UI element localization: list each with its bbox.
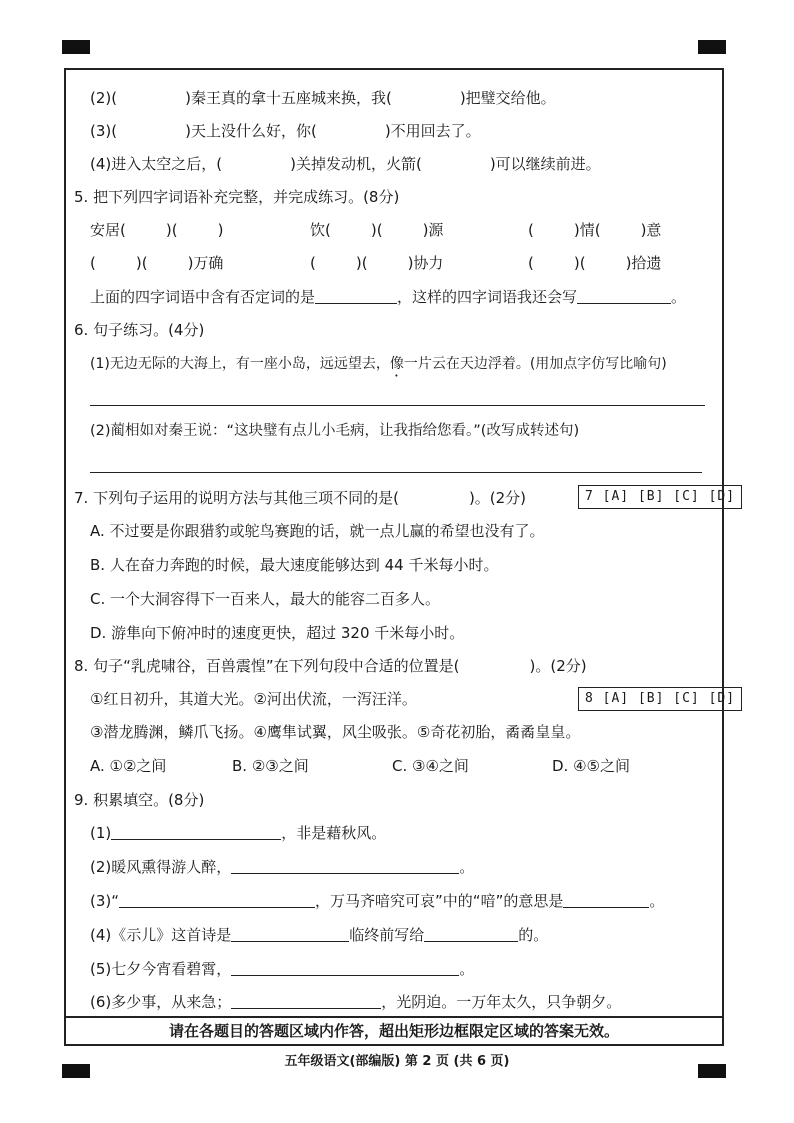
q4-item-2 xyxy=(90,88,556,108)
q5-summary-part-c: 。 xyxy=(671,288,687,306)
q6-sentence-1 xyxy=(90,354,667,380)
q7-title-part-b: )。(2分) xyxy=(468,489,527,507)
q7-option-d: D. 游隼向下俯冲时的速度更快，超过 320 千米每小时。 xyxy=(90,624,465,642)
q5-summary-part-a: 上面的四字词语中含有否定词的是 xyxy=(90,288,316,306)
q9-line-4 xyxy=(90,925,548,945)
q6-s1-part-b: 一片云在天边浮着。(用加点字仿写比喻句) xyxy=(403,356,667,372)
q5-title: 5. 把下列四字词语补充完整，并完成练习。(8分) xyxy=(74,188,400,206)
q8-title-part-b: )。(2分) xyxy=(529,657,587,675)
q5-r2w1-part-a: ( xyxy=(90,254,96,272)
q9-l6-part-b: ，光阴迫。一万年太久，只争朝夕。 xyxy=(381,993,622,1011)
q9-line-2 xyxy=(90,857,474,877)
q5-r1w2-part-c: )源 xyxy=(422,221,444,239)
q5-row-1-word-3 xyxy=(528,220,661,240)
q9-l4-blank-2[interactable] xyxy=(424,926,518,942)
q9-title: 9. 积累填空。(8分) xyxy=(74,791,205,809)
q6-answer-line-1[interactable] xyxy=(90,405,705,406)
q5-r2w1-part-b: )( xyxy=(135,254,148,272)
q4-item-4-part-c: )可以继续前进。 xyxy=(489,155,601,173)
q4-item-2-part-b: )秦王真的拿十五座城来换，我( xyxy=(185,89,392,107)
q6-title: 6. 句子练习。(4分) xyxy=(74,321,205,339)
q5-r2w3-part-a: ( xyxy=(528,254,534,272)
q4-item-3-part-c: )不用回去了。 xyxy=(384,122,481,140)
q9-l2-part-b: 。 xyxy=(459,858,475,876)
q9-l3-blank-2[interactable] xyxy=(563,892,649,908)
q5-r1w3-part-c: )意 xyxy=(640,221,662,239)
q5-r1w2-part-b: )( xyxy=(370,221,383,239)
q4-item-3 xyxy=(90,121,481,141)
q5-summary-blank-2[interactable] xyxy=(577,288,671,304)
page-footer: 五年级语文(部编版) 第 2 页 (共 6 页) xyxy=(284,1054,510,1069)
q8-option-b: B. ②③之间 xyxy=(232,757,309,775)
q9-l6-part-a: (6)多少事，从来急； xyxy=(90,993,232,1011)
q8-passage-line-1: ①红日初升，其道大光。②河出伏流，一泻汪洋。 xyxy=(90,690,417,708)
q9-l3-part-c: 。 xyxy=(649,892,665,910)
q7-title-part-a: 7. 下列句子运用的说明方法与其他三项不同的是( xyxy=(74,489,399,507)
q9-line-3 xyxy=(90,891,664,911)
registration-mark-top-right xyxy=(698,40,726,54)
q9-line-1 xyxy=(90,823,386,843)
q4-item-4 xyxy=(90,154,601,174)
q9-l5-blank[interactable] xyxy=(231,960,459,976)
q5-r1w1-part-a: 安居( xyxy=(90,221,126,239)
q5-r1w1-part-b: )( xyxy=(165,221,178,239)
q5-r1w3-part-b: )情( xyxy=(573,221,601,239)
q5-r1w3-part-a: ( xyxy=(528,221,534,239)
registration-mark-top-left xyxy=(62,40,90,54)
q9-l4-part-b: 临终前写给 xyxy=(349,926,425,944)
q9-l1-part-a: (1) xyxy=(90,824,112,842)
q5-r2w3-part-c: )拾遗 xyxy=(625,254,662,272)
q9-l4-part-c: 的。 xyxy=(518,926,549,944)
q7-title xyxy=(74,488,526,508)
q5-r2w2-part-b: )( xyxy=(355,254,368,272)
q9-l3-blank-1[interactable] xyxy=(119,892,315,908)
q8-option-d: D. ④⑤之间 xyxy=(552,757,630,775)
q5-r2w2-part-c: )协力 xyxy=(407,254,444,272)
q5-row-1-word-1 xyxy=(90,220,223,240)
q9-l4-blank-1[interactable] xyxy=(231,926,349,942)
q8-title-part-a: 8. 句子“乳虎啸谷，百兽震惶”在下列句段中合适的位置是( xyxy=(74,657,460,675)
q4-item-3-part-a: (3)( xyxy=(90,122,118,140)
q4-item-2-part-c: )把璧交给他。 xyxy=(459,89,556,107)
q8-answer-code-box[interactable]: 8 [A] [B] [C] [D] xyxy=(578,687,742,711)
q5-row-1-word-2 xyxy=(310,220,443,240)
q5-r1w2-part-a: 饮( xyxy=(310,221,331,239)
q4-item-3-part-b: )天上没什么好，你( xyxy=(185,122,317,140)
q9-l1-part-b: ，非是藉秋风。 xyxy=(281,824,387,842)
q5-summary-part-b: ，这样的四字词语我还会写 xyxy=(397,288,578,306)
answer-area-notice: 请在各题目的答题区域内作答，超出矩形边框限定区域的答案无效。 xyxy=(64,1016,724,1046)
q5-r2w1-part-c: )万确 xyxy=(187,254,224,272)
q5-summary-blank-1[interactable] xyxy=(315,288,397,304)
q7-option-a: A. 不过要是你跟猎豹或鸵鸟赛跑的话，就一点儿赢的希望也没有了。 xyxy=(90,522,545,540)
q9-l2-blank[interactable] xyxy=(231,858,459,874)
q6-sentence-2: (2)蔺相如对秦王说：“这块璧有点儿小毛病，让我指给您看。”(改写成转述句) xyxy=(90,423,580,439)
q6-answer-line-2[interactable] xyxy=(90,472,702,473)
q8-passage-line-2: ③潜龙腾渊，鳞爪飞扬。④鹰隼试翼，风尘吸张。⑤奇花初胎，矞矞皇皇。 xyxy=(90,723,581,741)
q5-r1w1-part-c: ) xyxy=(217,221,224,239)
q6-s1-part-a: (1)无边无际的大海上，有一座小岛，远远望去， xyxy=(90,356,390,372)
q5-row-2-word-1 xyxy=(90,253,223,273)
q5-r2w3-part-b: )( xyxy=(573,254,586,272)
q4-item-4-part-a: (4)进入太空之后，( xyxy=(90,155,223,173)
q9-l3-part-a: (3)“ xyxy=(90,892,120,910)
q4-item-4-part-b: )关掉发动机，火箭( xyxy=(290,155,422,173)
q7-answer-code-box[interactable]: 7 [A] [B] [C] [D] xyxy=(578,485,742,509)
q5-row-2-word-2 xyxy=(310,253,443,273)
q5-row-2-word-3 xyxy=(528,253,661,273)
q9-l6-blank[interactable] xyxy=(231,993,381,1009)
q6-s1-dotted-word: 像 xyxy=(389,356,404,372)
q8-option-a: A. ①②之间 xyxy=(90,757,167,775)
q9-line-6 xyxy=(90,992,621,1012)
q9-l3-part-b: ，万马齐喑究可哀”中的“喑”的意思是 xyxy=(315,892,564,910)
q8-option-c: C. ③④之间 xyxy=(392,757,469,775)
q9-l4-part-a: (4)《示儿》这首诗是 xyxy=(90,926,232,944)
q5-summary xyxy=(90,287,686,307)
q7-option-c: C. 一个大洞容得下一百来人，最大的能容二百多人。 xyxy=(90,590,441,608)
q4-item-2-part-a: (2)( xyxy=(90,89,118,107)
q8-title xyxy=(74,656,587,676)
q9-l1-blank[interactable] xyxy=(111,824,281,840)
q9-line-5 xyxy=(90,959,474,979)
q9-l5-part-b: 。 xyxy=(459,960,475,978)
q5-r2w2-part-a: ( xyxy=(310,254,316,272)
q7-option-b: B. 人在奋力奔跑的时候，最大速度能够达到 44 千米每小时。 xyxy=(90,556,499,574)
q9-l2-part-a: (2)暖风熏得游人醉， xyxy=(90,858,232,876)
q9-l5-part-a: (5)七夕今宵看碧霄， xyxy=(90,960,232,978)
